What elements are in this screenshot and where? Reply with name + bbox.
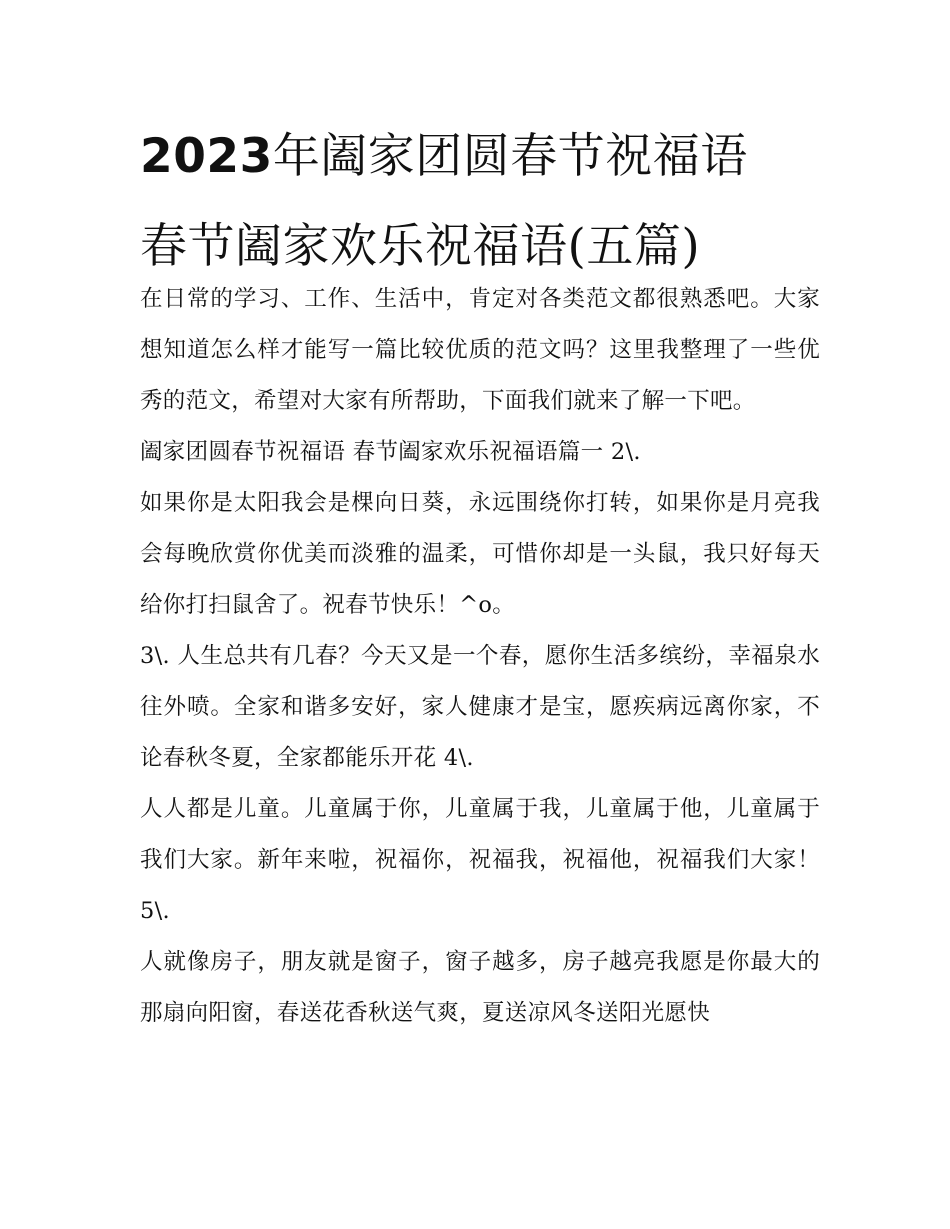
- title-year: 2023: [140, 129, 273, 184]
- paragraph-greeting-1: 如果你是太阳我会是棵向日葵，永远围绕你打转，如果你是月亮我会每晚欣赏你优美而淡雅的温柔，可惜你却是一头鼠，我只好每天给你打扫鼠舍了。祝春节快乐！^o。: [140, 490, 820, 618]
- title-line-1-text: 年阖家团圆春节祝福语: [272, 129, 748, 184]
- title-line-2: 春节阖家欢乐祝福语(五篇): [140, 219, 701, 274]
- paragraph-greeting-4: 人就像房子，朋友就是窗子，窗子越多，房子越亮我愿是你最大的那扇向阳窗，春送花香秋送气爽，夏送凉风冬送阳光愿快: [140, 949, 820, 1026]
- paragraph-intro: 在日常的学习、工作、生活中，肯定对各类范文都很熟悉吧。大家想知道怎么样才能写一篇比较优质的范文吗？这里我整理了一些优秀的范文，希望对大家有所帮助，下面我们就来了解一下吧。: [140, 286, 820, 414]
- document-title: [140, 112, 840, 292]
- paragraph-heading: 阖家团圆春节祝福语 春节阖家欢乐祝福语篇一 2\.: [140, 439, 641, 465]
- paragraph-greeting-3: 人人都是儿童。儿童属于你，儿童属于我，儿童属于他，儿童属于我们大家。新年来啦，祝福你，祝福我，祝福他，祝福我们大家！ 5\.: [140, 796, 820, 924]
- title-line-1: [140, 112, 840, 202]
- document-body: [140, 274, 820, 1039]
- paragraph-greeting-2: 3\. 人生总共有几春？今天又是一个春，愿你生活多缤纷，幸福泉水往外喷。全家和谐多安好，家人健康才是宝，愿疾病远离你家，不论春秋冬夏，全家都能乐开花 4\.: [140, 643, 820, 771]
